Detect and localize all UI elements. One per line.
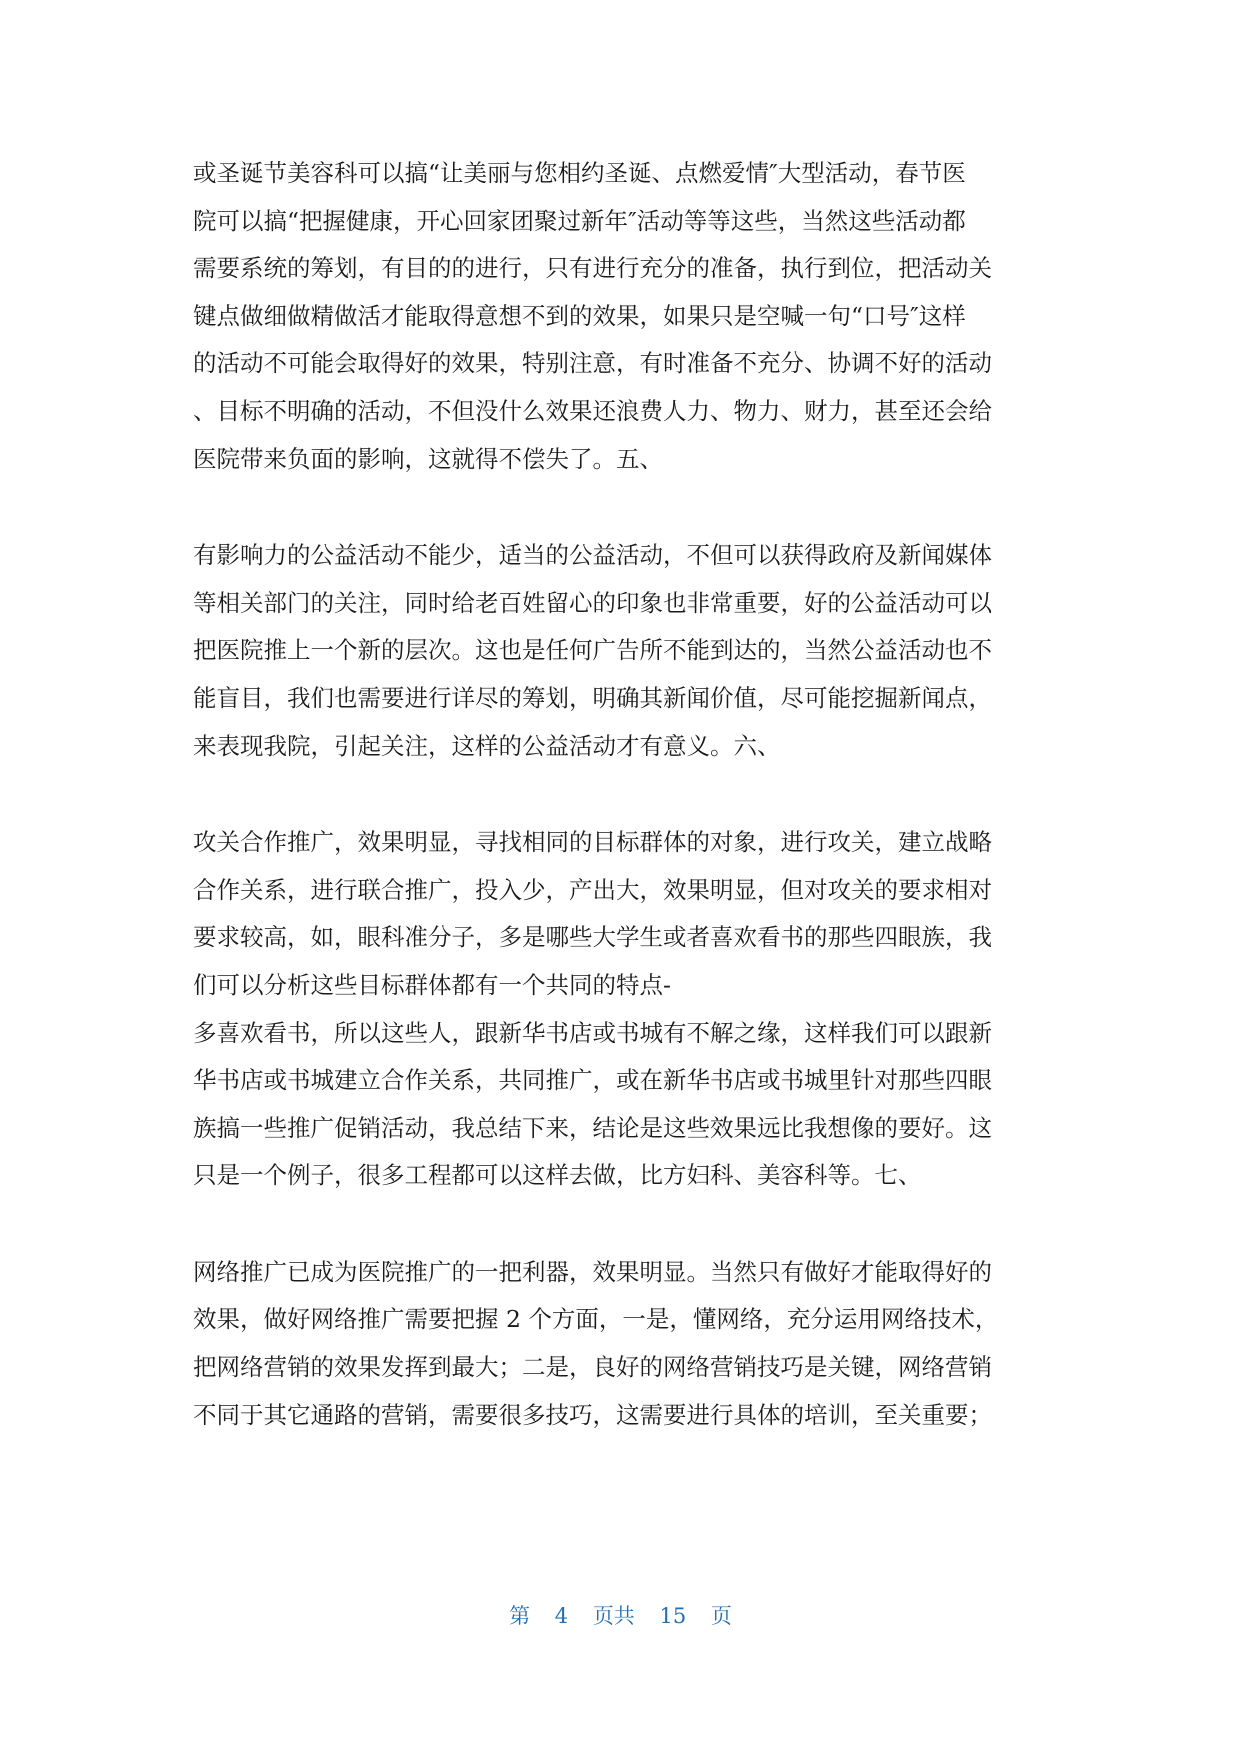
footer-page-label: 第 bbox=[509, 1604, 531, 1628]
text-line: 网络推广已成为医院推广的一把利器，效果明显。当然只有做好才能取得好的 bbox=[193, 1257, 992, 1286]
text-line: 只是一个例子，很多工程都可以这样去做，比方妇科、美容科等。七、 bbox=[193, 1161, 922, 1190]
text-line: 需要系统的筹划，有目的的进行，只有进行充分的准备，执行到位，把活动关 bbox=[193, 254, 992, 283]
text-line: 医院带来负面的影响，这就得不偿失了。五、 bbox=[193, 444, 663, 473]
paragraph-4 bbox=[193, 1249, 1050, 1439]
total-pages-number: 15 bbox=[659, 1604, 687, 1628]
text-line: 攻关合作推广，效果明显，寻找相同的目标群体的对象，进行攻关，建立战略 bbox=[193, 828, 992, 857]
text-line: 来表现我院，引起关注，这样的公益活动才有意义。六、 bbox=[193, 731, 781, 760]
text-line: 或圣诞节美容科可以搞“让美丽与您相约圣诞、点燃爱情″大型活动，春节医 bbox=[193, 159, 966, 187]
text-line: 键点做细做精做活才能取得意想不到的效果，如果只是空喊一句“口号″这样 bbox=[193, 301, 966, 330]
footer-of-label: 页共 bbox=[592, 1604, 635, 1628]
text-line: 把医院推上一个新的层次。这也是任何广告所不能到达的，当然公益活动也不 bbox=[193, 636, 992, 665]
text-line: 把网络营销的效果发挥到最大；二是，良好的网络营销技巧是关键，网络营销 bbox=[193, 1353, 992, 1382]
page-footer bbox=[0, 1600, 1241, 1630]
text-line: 多喜欢看书，所以这些人，跟新华书店或书城有不解之缘，这样我们可以跟新 bbox=[193, 1018, 992, 1047]
footer-end-label: 页 bbox=[710, 1604, 732, 1628]
current-page-number: 4 bbox=[554, 1604, 569, 1628]
document-body bbox=[193, 150, 1050, 1488]
text-line: 要求较高，如，眼科准分子，多是哪些大学生或者喜欢看书的那些四眼族，我 bbox=[193, 923, 992, 952]
text-line: 有影响力的公益活动不能少，适当的公益活动，不但可以获得政府及新闻媒体 bbox=[193, 541, 992, 570]
text-line: 合作关系，进行联合推广，投入少，产出大，效果明显，但对攻关的要求相对 bbox=[193, 875, 992, 904]
text-line: 院可以搞“把握健康，开心回家团聚过新年″活动等等这些，当然这些活动都 bbox=[193, 206, 966, 235]
text-line: 能盲目，我们也需要进行详尽的筹划，明确其新闻价值，尽可能挖掘新闻点， bbox=[193, 683, 992, 712]
text-line: 们可以分析这些目标群体都有一个共同的特点- bbox=[193, 970, 671, 999]
text-line: 族搞一些推广促销活动，我总结下来，结论是这些效果远比我想像的要好。这 bbox=[193, 1113, 992, 1142]
text-line: 等相关部门的关注，同时给老百姓留心的印象也非常重要，好的公益活动可以 bbox=[193, 588, 992, 617]
paragraph-1 bbox=[193, 150, 1050, 483]
paragraph-3 bbox=[193, 819, 1050, 1200]
text-line: 不同于其它通路的营销，需要很多技巧，这需要进行具体的培训，至关重要； bbox=[193, 1400, 992, 1429]
text-line: 的活动不可能会取得好的效果，特别注意，有时准备不充分、协调不好的活动 bbox=[193, 349, 992, 378]
text-line: 效果，做好网络推广需要把握 2 个方面，一是，懂网络，充分运用网络技术， bbox=[193, 1305, 999, 1334]
text-line: 、目标不明确的活动，不但没什么效果还浪费人力、物力、财力，甚至还会给 bbox=[193, 396, 992, 425]
text-line: 华书店或书城建立合作关系，共同推广，或在新华书店或书城里针对那些四眼 bbox=[193, 1066, 992, 1095]
paragraph-2 bbox=[193, 532, 1050, 770]
